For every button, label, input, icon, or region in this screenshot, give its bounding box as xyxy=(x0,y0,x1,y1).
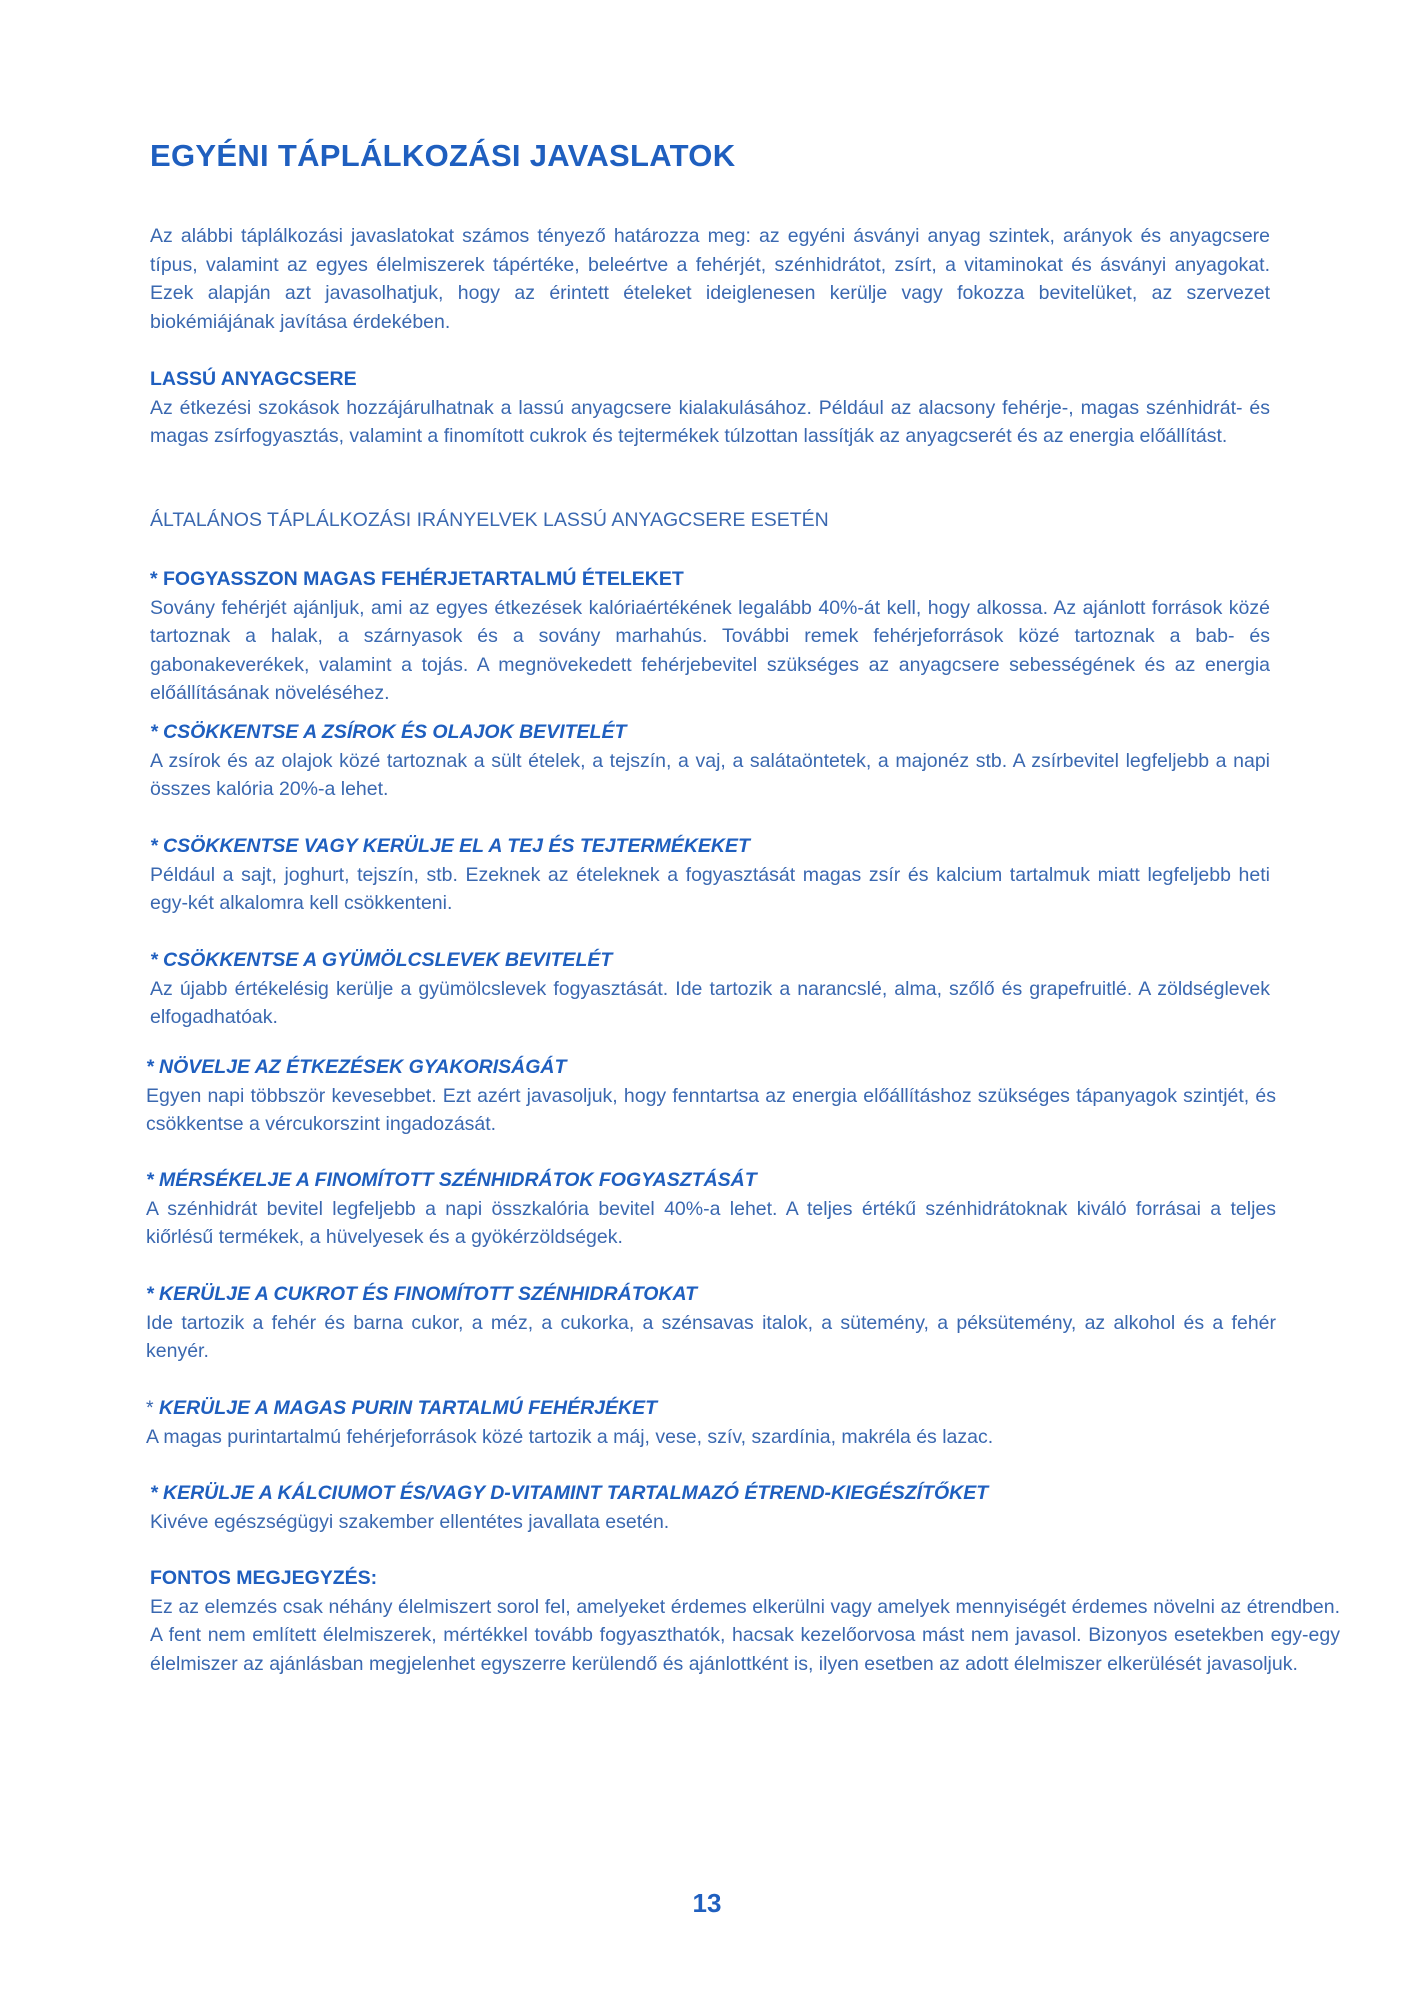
section-sugar xyxy=(146,1280,1276,1366)
section-heading: * MÉRSÉKELJE A FINOMÍTOTT SZÉNHIDRÁTOK FOGYASZTÁSÁT xyxy=(146,1169,757,1191)
section-text: Kivéve egészségügyi szakember ellentétes javallata esetén. xyxy=(150,1510,670,1533)
section-juices xyxy=(150,946,1270,1032)
guidelines-heading: ÁLTALÁNOS TÁPLÁLKOZÁSI IRÁNYELVEK LASSÚ ANYAGCSERE ESETÉN xyxy=(150,509,829,531)
section-fats xyxy=(150,718,1270,804)
section-refined-carbs xyxy=(146,1166,1276,1252)
intro-paragraph xyxy=(150,222,1270,336)
page-title: EGYÉNI TÁPLÁLKOZÁSI JAVASLATOK xyxy=(150,138,736,173)
section-supplements xyxy=(150,1479,1270,1536)
section-heading: * NÖVELJE AZ ÉTKEZÉSEK GYAKORISÁGÁT xyxy=(146,1056,567,1078)
section-heading: * FOGYASSZON MAGAS FEHÉRJETARTALMÚ ÉTELEKET xyxy=(150,568,684,590)
section-heading xyxy=(146,1394,1276,1423)
note-heading: FONTOS MEGJEGYZÉS: xyxy=(150,1567,378,1589)
slow-metabolism-section xyxy=(150,365,1270,451)
section-text: A szénhidrát bevitel legfeljebb a napi összkalória bevitel 40%-a lehet. A teljes értékű szénhidrátoknak kiváló forrásai a teljes kiőrlésű termékek, a hüvelyesek és a gyökérzöldségek. xyxy=(146,1197,1276,1248)
section-text: A zsírok és az olajok közé tartoznak a sült ételek, a tejszín, a vaj, a salátaöntetek, a majonéz stb. A zsírbevitel legfeljebb a napi összes kalória 20%-a lehet. xyxy=(150,749,1270,800)
section-text: Ide tartozik a fehér és barna cukor, a méz, a cukorka, a szénsavas italok, a sütemény, a péksütemény, az alkohol és a fehér kenyér. xyxy=(146,1311,1276,1362)
section-protein xyxy=(150,565,1270,708)
important-note xyxy=(150,1564,1340,1678)
section-text: Sovány fehérjét ajánljuk, ami az egyes étkezések kalóriaértékének legalább 40%-át kell, hogy alkossa. Az ajánlott források közé tartoznak a halak, a szárnyasok és a sovány marhahús. További remek fehérjeforrások közé tartoznak a bab- és gabonakeverékek, valamint a tojás. A megnövekedett fehérjebevitel szükséges az anyagcsere sebességének és az energia előállításának növeléséhez. xyxy=(150,596,1270,704)
section-heading: * KERÜLJE A CUKROT ÉS FINOMÍTOTT SZÉNHIDRÁTOKAT xyxy=(146,1283,698,1305)
section-text: Az újabb értékelésig kerülje a gyümölcslevek fogyasztását. Ide tartozik a narancslé, alma, szőlő és grapefruitlé. A zöldséglevek elfogadhatóak. xyxy=(150,977,1270,1028)
section-text: A magas purintartalmú fehérjeforrások közé tartozik a máj, vese, szív, szardínia, makréla és lazac. xyxy=(146,1425,994,1448)
slow-metabolism-heading: LASSÚ ANYAGCSERE xyxy=(150,368,357,390)
section-heading-text: KERÜLJE A MAGAS PURIN TARTALMÚ FEHÉRJÉKET xyxy=(159,1397,658,1419)
section-heading-star: * xyxy=(146,1397,154,1419)
section-purine xyxy=(146,1394,1276,1451)
section-heading: * KERÜLJE A KÁLCIUMOT ÉS/VAGY D-VITAMINT TARTALMAZÓ ÉTREND-KIEGÉSZÍTŐKET xyxy=(150,1482,989,1504)
section-text: Például a sajt, joghurt, tejszín, stb. Ezeknek az ételeknek a fogyasztását magas zsír és kalcium tartalmuk miatt legfeljebb heti egy-két alkalomra kell csökkenteni. xyxy=(150,863,1270,914)
slow-metabolism-text: Az étkezési szokások hozzájárulhatnak a lassú anyagcsere kialakulásához. Például az alacsony fehérje-, magas szénhidrát- és magas zsírfogyasztás, valamint a finomított cukrok és tejtermékek túlzottan lassítják az anyagcserét és az energia előállítást. xyxy=(150,396,1270,447)
section-dairy xyxy=(150,832,1270,918)
section-meal-frequency xyxy=(146,1053,1276,1139)
section-heading: * CSÖKKENTSE A GYÜMÖLCSLEVEK BEVITELÉT xyxy=(150,949,613,971)
section-text: Egyen napi többször kevesebbet. Ezt azért javasoljuk, hogy fenntartsa az energia előállításhoz szükséges tápanyagok szintjét, és csökkentse a vércukorszint ingadozását. xyxy=(146,1084,1276,1135)
section-heading: * CSÖKKENTSE A ZSÍROK ÉS OLAJOK BEVITELÉT xyxy=(150,721,627,743)
note-text: Ez az elemzés csak néhány élelmiszert sorol fel, amelyeket érdemes elkerülni vagy amelyek mennyiségét érdemes növelni az étrendben. A fent nem említett élelmiszerek, mértékkel tovább fogyaszthatók, hacsak kezelőorvosa mást nem javasol. Bizonyos esetekben egy-egy élelmiszer az ajánlásban megjelenhet egyszerre kerülendő és ajánlottként is, ilyen esetben az adott élelmiszer elkerülését javasoljuk. xyxy=(150,1595,1340,1675)
section-heading: * CSÖKKENTSE VAGY KERÜLJE EL A TEJ ÉS TEJTERMÉKEKET xyxy=(150,835,750,857)
page-number: 13 xyxy=(692,1888,722,1918)
intro-text: Az alábbi táplálkozási javaslatokat számos tényező határozza meg: az egyéni ásványi anyag szintek, arányok és anyagcsere típus, valamint az egyes élelmiszerek tápértéke, beleértve a fehérjét, szénhidrátot, zsírt, a vitaminokat és ásványi anyagokat. Ezek alapján azt javasolhatjuk, hogy az érintett ételeket ideiglenesen kerülje vagy fokozza bevitelüket, az szervezet biokémiájának javítása érdekében. xyxy=(150,225,1270,333)
